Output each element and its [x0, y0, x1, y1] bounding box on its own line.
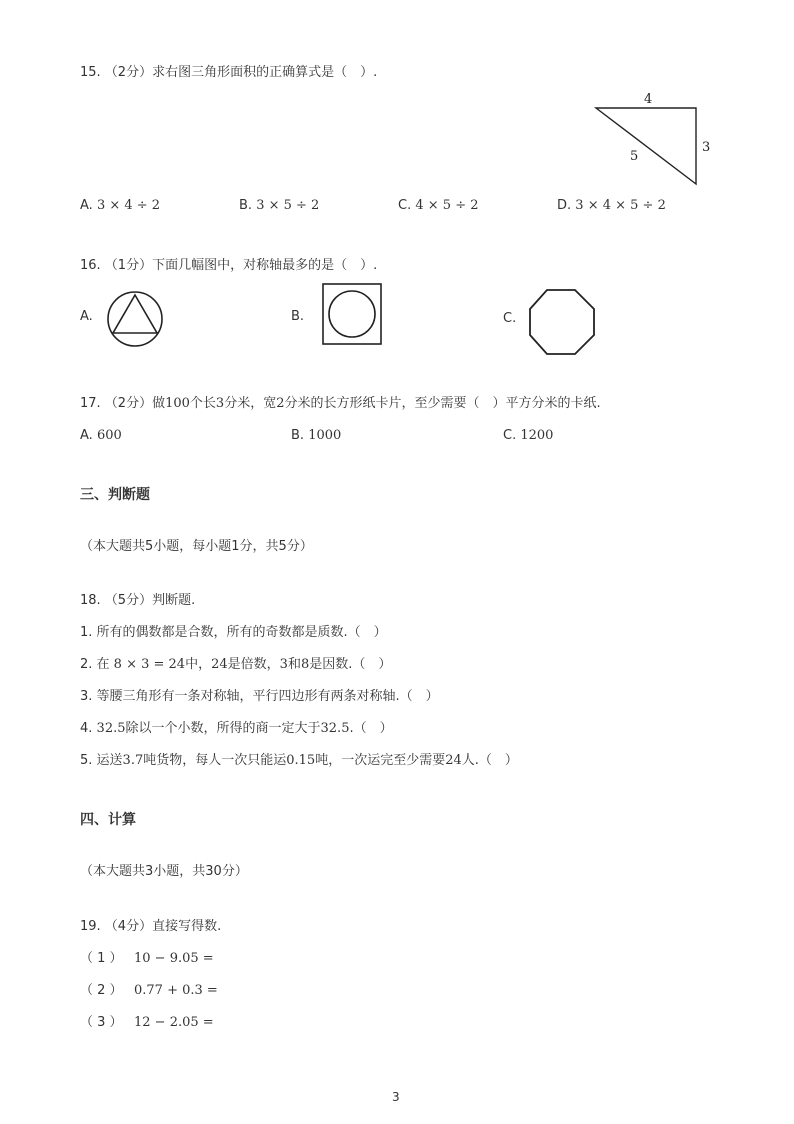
- option-letter: A.: [80, 198, 93, 213]
- page-number: 3: [392, 1090, 400, 1104]
- item-math: 24: [211, 657, 228, 672]
- item-text: 吨，一次运完至少需要: [315, 753, 446, 768]
- q19-item-3: [80, 1014, 214, 1032]
- option-value: 600: [96, 428, 122, 443]
- q18-item-1: [80, 624, 387, 642]
- q16-option-c[interactable]: [503, 310, 516, 328]
- square-with-circle-figure: [321, 282, 385, 346]
- item-math: 3: [279, 657, 288, 672]
- item-number: （ 3 ）: [80, 1015, 123, 1030]
- option-letter: C.: [398, 198, 412, 213]
- q15-option-b[interactable]: [239, 197, 319, 215]
- option-value: 1000: [308, 428, 342, 443]
- q18-item-4: [80, 720, 393, 738]
- q17-option-c[interactable]: [503, 427, 553, 445]
- item-math: 0.15: [286, 753, 316, 768]
- item-text: .（ ）: [349, 721, 393, 736]
- triangle-shape: [596, 108, 696, 184]
- item-math: 24: [445, 753, 462, 768]
- q17-n2: 3: [215, 396, 225, 411]
- option-expr: 3 × 4 ÷ 2: [96, 198, 161, 213]
- q19-item-2: [80, 982, 218, 1000]
- octagon-figure: [527, 287, 597, 357]
- triangle-top-label: 4: [644, 92, 653, 107]
- q19-text: 19. （4分）直接写得数.: [80, 919, 222, 934]
- section3-title: 三、判断题: [80, 487, 150, 503]
- option-letter: C.: [503, 311, 517, 326]
- q15-triangle-figure: [590, 88, 720, 198]
- item-number: （ 2 ）: [80, 983, 123, 998]
- item-number: （ 1 ）: [80, 951, 123, 966]
- option-letter: A.: [80, 428, 93, 443]
- option-letter: B.: [291, 428, 305, 443]
- item-text: 是因数.（ ）: [309, 657, 392, 672]
- item-math: 32.5: [320, 721, 350, 736]
- q17-option-a[interactable]: [80, 427, 122, 445]
- q17-text-d: 分米的长方形纸卡片，至少需要（ ）平方分米的卡纸.: [284, 396, 601, 411]
- item-text: 人.（ ）: [461, 753, 518, 768]
- q17-option-b[interactable]: [291, 427, 341, 445]
- q17-text-c: 分米，宽: [224, 396, 277, 411]
- item-expr: 0.77 + 0.3 =: [134, 983, 218, 998]
- item-text: 是倍数，: [227, 657, 280, 672]
- item-math: 32.5: [96, 721, 126, 736]
- q16-option-a[interactable]: [80, 308, 93, 326]
- q18-item-5: [80, 752, 518, 770]
- q18-item-2: [80, 656, 391, 674]
- q17-text-b: 个长: [189, 396, 216, 411]
- option-letter: B.: [291, 309, 305, 324]
- section4-note: （本大题共3小题，共30分）: [80, 864, 248, 879]
- q18-text: 18. （5分）判断题.: [80, 593, 196, 608]
- item-expr: 12 − 2.05 =: [134, 1015, 214, 1030]
- q17-n3: 2: [276, 396, 285, 411]
- item-text: 中，: [185, 657, 212, 672]
- item-text: 吨货物，每人一次只能运: [143, 753, 287, 768]
- option-expr: 4 × 5 ÷ 2: [415, 198, 479, 213]
- q15-text: 15. （2分）求右图三角形面积的正确算式是（ ）.: [80, 65, 378, 80]
- q17-n1: 100: [165, 396, 190, 411]
- option-value: 1200: [520, 428, 554, 443]
- q18-item-3: [80, 688, 439, 706]
- item-text: 5. 运送: [80, 753, 123, 768]
- option-letter: A.: [80, 309, 93, 324]
- item-math: 8 × 3 = 24: [113, 657, 186, 672]
- item-text: 除以一个小数，所得的商一定大于: [125, 721, 321, 736]
- q15-option-a[interactable]: [80, 197, 160, 215]
- item-text: 1. 所有的偶数都是合数，所有的奇数都是质数.（ ）: [80, 625, 387, 640]
- q17-text-a: 17. （2分）做: [80, 396, 166, 411]
- circle-with-triangle-figure: [106, 290, 166, 350]
- item-text: 3. 等腰三角形有一条对称轴，平行四边形有两条对称轴.（ ）: [80, 689, 439, 704]
- option-letter: B.: [239, 198, 253, 213]
- q17-text: [80, 395, 601, 413]
- item-expr: 10 − 9.05 =: [134, 951, 214, 966]
- triangle-right-label: 3: [702, 140, 711, 155]
- item-text: 4.: [80, 721, 97, 736]
- section3-note: （本大题共5小题，每小题1分，共5分）: [80, 539, 313, 554]
- item-math: 8: [300, 657, 310, 672]
- item-text: 和: [287, 657, 301, 672]
- item-math: 3.7: [122, 753, 144, 768]
- option-letter: C.: [503, 428, 517, 443]
- q16-option-b[interactable]: [291, 308, 304, 326]
- q16-text: 16. （1分）下面几幅图中，对称轴最多的是（ ）.: [80, 258, 378, 273]
- q15-option-d[interactable]: [557, 197, 666, 215]
- q15-option-c[interactable]: [398, 197, 479, 215]
- section4-title: 四、计算: [80, 812, 136, 828]
- option-expr: 3 × 5 ÷ 2: [256, 198, 320, 213]
- option-letter: D.: [557, 198, 572, 213]
- item-text: 2. 在: [80, 657, 114, 672]
- triangle-hyp-label: 5: [630, 149, 639, 164]
- q19-item-1: [80, 950, 214, 968]
- option-expr: 3 × 4 × 5 ÷ 2: [575, 198, 666, 213]
